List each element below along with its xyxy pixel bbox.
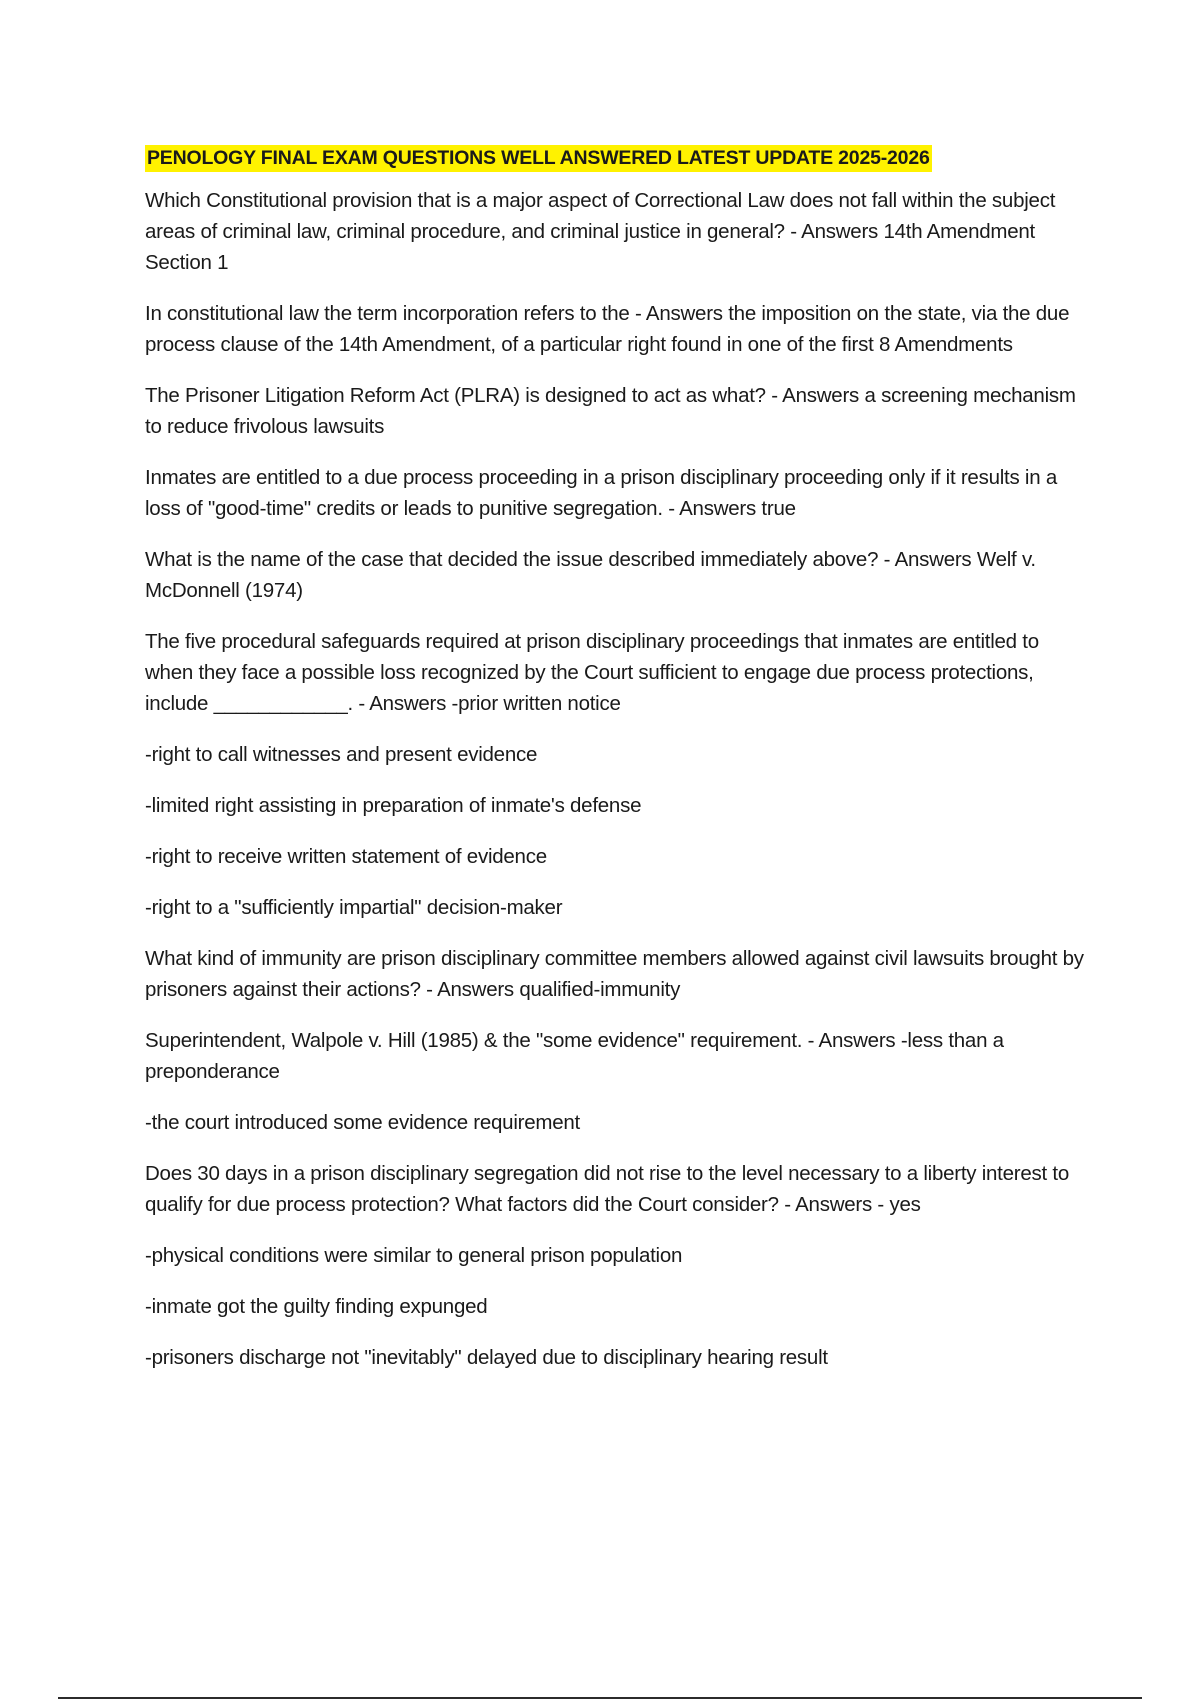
paragraph-q7: What kind of immunity are prison disciplinary committee members allowed against civil lawsuits brought by prisoners against their actions? - Answers qualified-immunity xyxy=(145,947,1084,1001)
list-item-factor: -physical conditions were similar to general prison population xyxy=(145,1244,683,1267)
list-item-safeguard: -right to a "sufficiently impartial" decision-maker xyxy=(145,896,563,919)
list-item-evidence: -the court introduced some evidence requirement xyxy=(145,1111,580,1134)
paragraph-q1: Which Constitutional provision that is a major aspect of Correctional Law does not fall within the subject areas of criminal law, criminal procedure, and criminal justice in general? - Answers 14th Amendment Section 1 xyxy=(145,189,1056,274)
paragraph-q3: The Prisoner Litigation Reform Act (PLRA) is designed to act as what? - Answers a screening mechanism to reduce frivolous lawsuits xyxy=(145,384,1076,438)
paragraph-q8: Superintendent, Walpole v. Hill (1985) & the "some evidence" requirement. - Answers -less than a preponderance xyxy=(145,1029,1004,1083)
list-item-safeguard: -right to call witnesses and present evidence xyxy=(145,743,538,766)
document-page xyxy=(145,145,1090,1393)
footer-rule xyxy=(58,1697,1142,1699)
list-item-safeguard: -right to receive written statement of evidence xyxy=(145,845,547,868)
list-item-factor: -inmate got the guilty finding expunged xyxy=(145,1295,488,1318)
paragraph-q9: Does 30 days in a prison disciplinary segregation did not rise to the level necessary to a liberty interest to qualify for due process protection? What factors did the Court consider? - Answers - yes xyxy=(145,1162,1069,1216)
list-item-safeguard: -limited right assisting in preparation of inmate's defense xyxy=(145,794,642,817)
paragraph-q4: Inmates are entitled to a due process proceeding in a prison disciplinary proceeding only if it results in a loss of "good-time" credits or leads to punitive segregation. - Answers true xyxy=(145,466,1057,520)
paragraph-q5: What is the name of the case that decided the issue described immediately above? - Answers Welf v. McDonnell (1974) xyxy=(145,548,1036,602)
document-title: PENOLOGY FINAL EXAM QUESTIONS WELL ANSWERED LATEST UPDATE 2025-2026 xyxy=(145,145,932,172)
list-item-factor: -prisoners discharge not "inevitably" delayed due to disciplinary hearing result xyxy=(145,1346,828,1369)
paragraph-q6: The five procedural safeguards required at prison disciplinary proceedings that inmates are entitled to when they face a possible loss recognized by the Court sufficient to engage due process protections, include ____________. - Answers -prior written notice xyxy=(145,630,1039,715)
paragraph-q2: In constitutional law the term incorporation refers to the - Answers the imposition on the state, via the due process clause of the 14th Amendment, of a particular right found in one of the first 8 Amendments xyxy=(145,302,1070,356)
